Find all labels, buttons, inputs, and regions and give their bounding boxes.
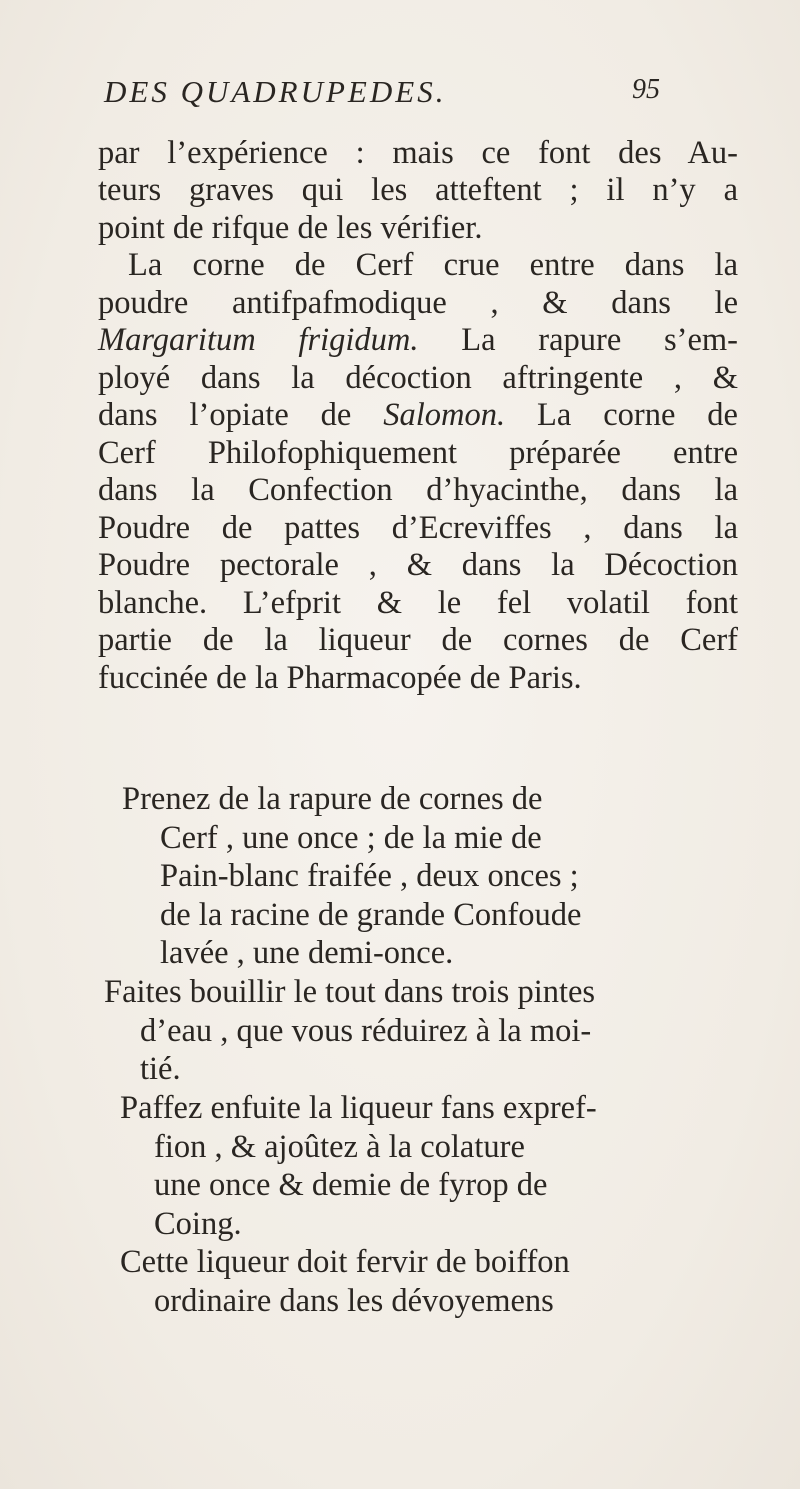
recipe-line: d’eau , que vous réduirez à la moi- <box>140 1012 592 1049</box>
recipe-line: Coing. <box>154 1205 242 1242</box>
text-line: par l’expérience : mais ce font des Au- <box>98 134 738 171</box>
running-head-title: DES QUADRUPEDES. <box>104 74 447 109</box>
name-salomon: Salomon. <box>383 397 506 433</box>
text-line: fuccinée de la Pharmacopée de Paris. <box>98 659 582 696</box>
recipe-boil <box>98 973 758 1089</box>
text-line: Cerf Philofophiquement préparée entre <box>98 434 738 471</box>
recipe-line: ordinaire dans les dévoyemens <box>154 1282 554 1319</box>
page-number: 95 <box>632 74 660 105</box>
text-line: dans l’opiate de Salomon. La corne de <box>98 397 738 433</box>
text-line: dans la Confection d’hyacinthe, dans la <box>98 472 738 508</box>
recipe-line: Faites bouillir le tout dans trois pintes <box>104 974 596 1010</box>
paragraph-continuation <box>98 97 738 247</box>
recipe-line: Prenez de la rapure de cornes de <box>122 781 543 817</box>
text-line: La corne de Cerf crue entre dans la <box>128 247 738 283</box>
text-line: poudre antifpafmodique , & dans le <box>98 284 738 321</box>
text-line: ployé dans la décoction aftringente , & <box>98 359 738 396</box>
recipe-line: une once & demie de fyrop de <box>154 1167 548 1203</box>
recipe-line: de la racine de grande Confoude <box>160 896 582 933</box>
text-line: point de rifque de les vérifier. <box>98 209 483 246</box>
recipe-strain <box>98 1089 758 1243</box>
recipe-line: lavée , une demi-once. <box>160 935 454 971</box>
recipe-line: Pain-blanc fraifée , deux onces ; <box>160 858 579 894</box>
latin-title: Margaritum frigidum. <box>98 322 419 358</box>
text-line: teurs graves qui les atteftent ; il n’y a <box>98 172 738 208</box>
recipe-use <box>98 1243 758 1320</box>
recipe-line: Cerf , une once ; de la mie de <box>160 819 542 856</box>
text-line: Poudre pectorale , & dans la Décoction <box>98 547 738 583</box>
recipe-line: Paffez enfuite la liqueur fans expref- <box>120 1090 597 1126</box>
paragraph-cerf <box>98 247 738 697</box>
recipe-ingredients <box>98 780 758 973</box>
text-line: Poudre de pattes d’Ecreviffes , dans la <box>98 509 738 546</box>
recipe-line: fion , & ajoûtez à la colature <box>154 1128 525 1165</box>
recipe-line: Cette liqueur doit fervir de boiffon <box>120 1244 570 1280</box>
recipe-line: tié. <box>140 1051 181 1087</box>
text-line: blanche. L’efprit & le fel volatil font <box>98 584 738 621</box>
text-line: partie de la liqueur de cornes de Cerf <box>98 622 738 658</box>
text-line: Margaritum frigidum. La rapure s’em- <box>98 322 738 358</box>
